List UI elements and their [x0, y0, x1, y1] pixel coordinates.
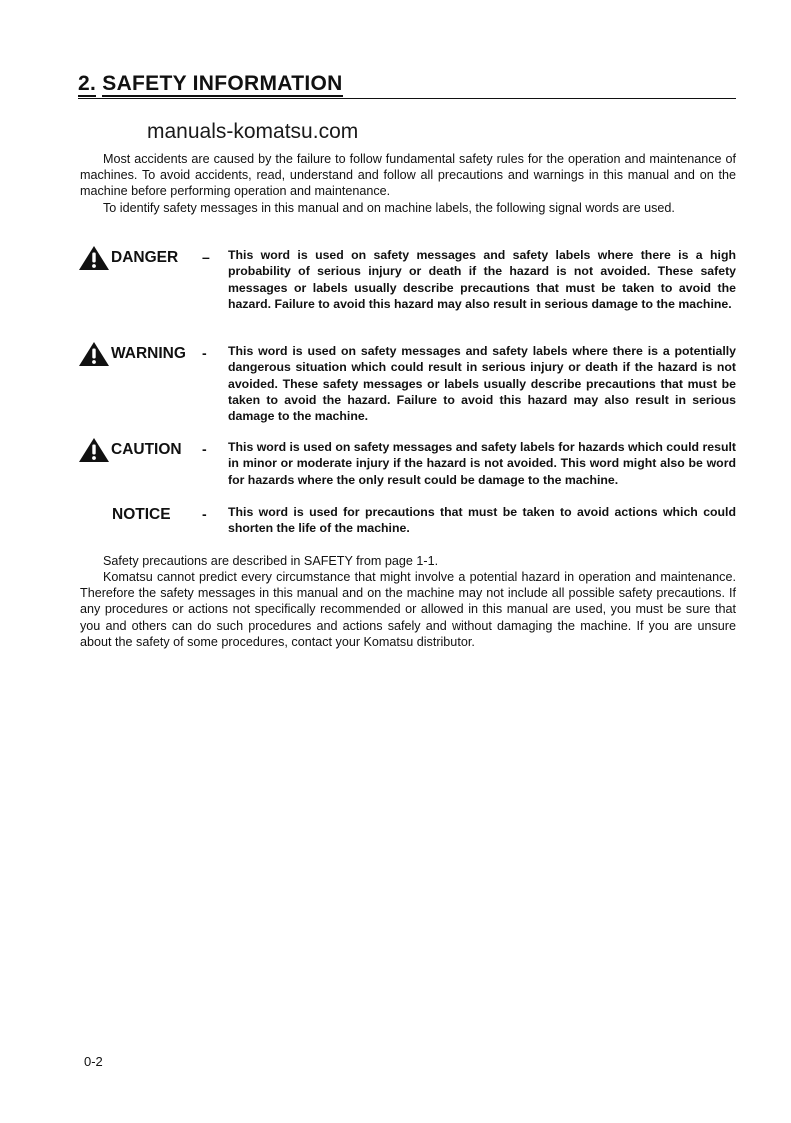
signal-word-danger — [78, 247, 178, 269]
page-number: 0-2 — [84, 1054, 103, 1069]
signal-dash: - — [202, 506, 207, 522]
signal-word-label: DANGER — [111, 249, 179, 266]
warning-triangle-icon — [78, 245, 110, 271]
intro-paragraph-1: Most accidents are caused by the failure to follow fundamental safety rules for the operation and maintenance of machines. To avoid accidents, read, understand and follow all precautions and warnings in this manual and on the machine before performing operation and maintenance. — [80, 152, 736, 199]
signal-description-warning: This word is used on safety messages and safety labels where there is a potentially dangerous situation which could result in serious injury or death if the hazard is not avoided. These safety messages or labels usually describe precautions that must be taken to avoid the hazard. Failure to avoid this hazard may also result in serious damage to the machine. — [228, 344, 736, 424]
signal-dash: – — [202, 249, 210, 265]
signal-word-label: CAUTION — [111, 441, 182, 458]
closing-paragraph-1: Safety precautions are described in SAFETY from page 1-1. — [103, 554, 439, 568]
signal-word-label: NOTICE — [112, 506, 171, 523]
signal-word-label: WARNING — [111, 345, 186, 362]
signal-dash: - — [202, 345, 207, 361]
signal-word-notice — [112, 504, 171, 526]
signal-description-danger: This word is used on safety messages and safety labels where there is a high probability of serious injury or death if the hazard is not avoided. These safety messages or labels usually describe precautions that must be taken to avoid the hazard. Failure to avoid this hazard may also result in serious damage to the machine. — [228, 248, 736, 311]
signal-description-caution: This word is used on safety messages and safety labels for hazards which could result in minor or moderate injury if the hazard is not avoided. This word might also be word for hazards where the only result could be damage to the machine. — [228, 440, 736, 487]
signal-dash: - — [202, 441, 207, 457]
signal-word-caution — [78, 439, 182, 461]
section-number: 2. — [78, 72, 97, 95]
warning-triangle-icon — [78, 437, 110, 463]
signal-description-notice: This word is used for precautions that must be taken to avoid actions which could shorten the life of the machine. — [228, 505, 736, 536]
warning-triangle-icon — [78, 341, 110, 367]
intro-paragraph-2: To identify safety messages in this manual and on machine labels, the following signal words are used. — [103, 201, 675, 215]
closing-paragraph-2: Komatsu cannot predict every circumstance that might involve a potential hazard in operation and maintenance. Therefore the safety messages in this manual and on the machine may not include all possible safety precautions. If any procedures or actions not specifically recommended or allowed in this manual are used, you must be sure that you and others can do such procedures and actions safely and without damaging the machine. If you are unsure about the safety of some procedures, contact your Komatsu distributor. — [80, 570, 736, 649]
watermark-text: manuals-komatsu.com — [147, 120, 359, 143]
signal-word-warning — [78, 343, 186, 365]
section-heading — [78, 70, 736, 99]
section-title: SAFETY INFORMATION — [102, 72, 343, 95]
